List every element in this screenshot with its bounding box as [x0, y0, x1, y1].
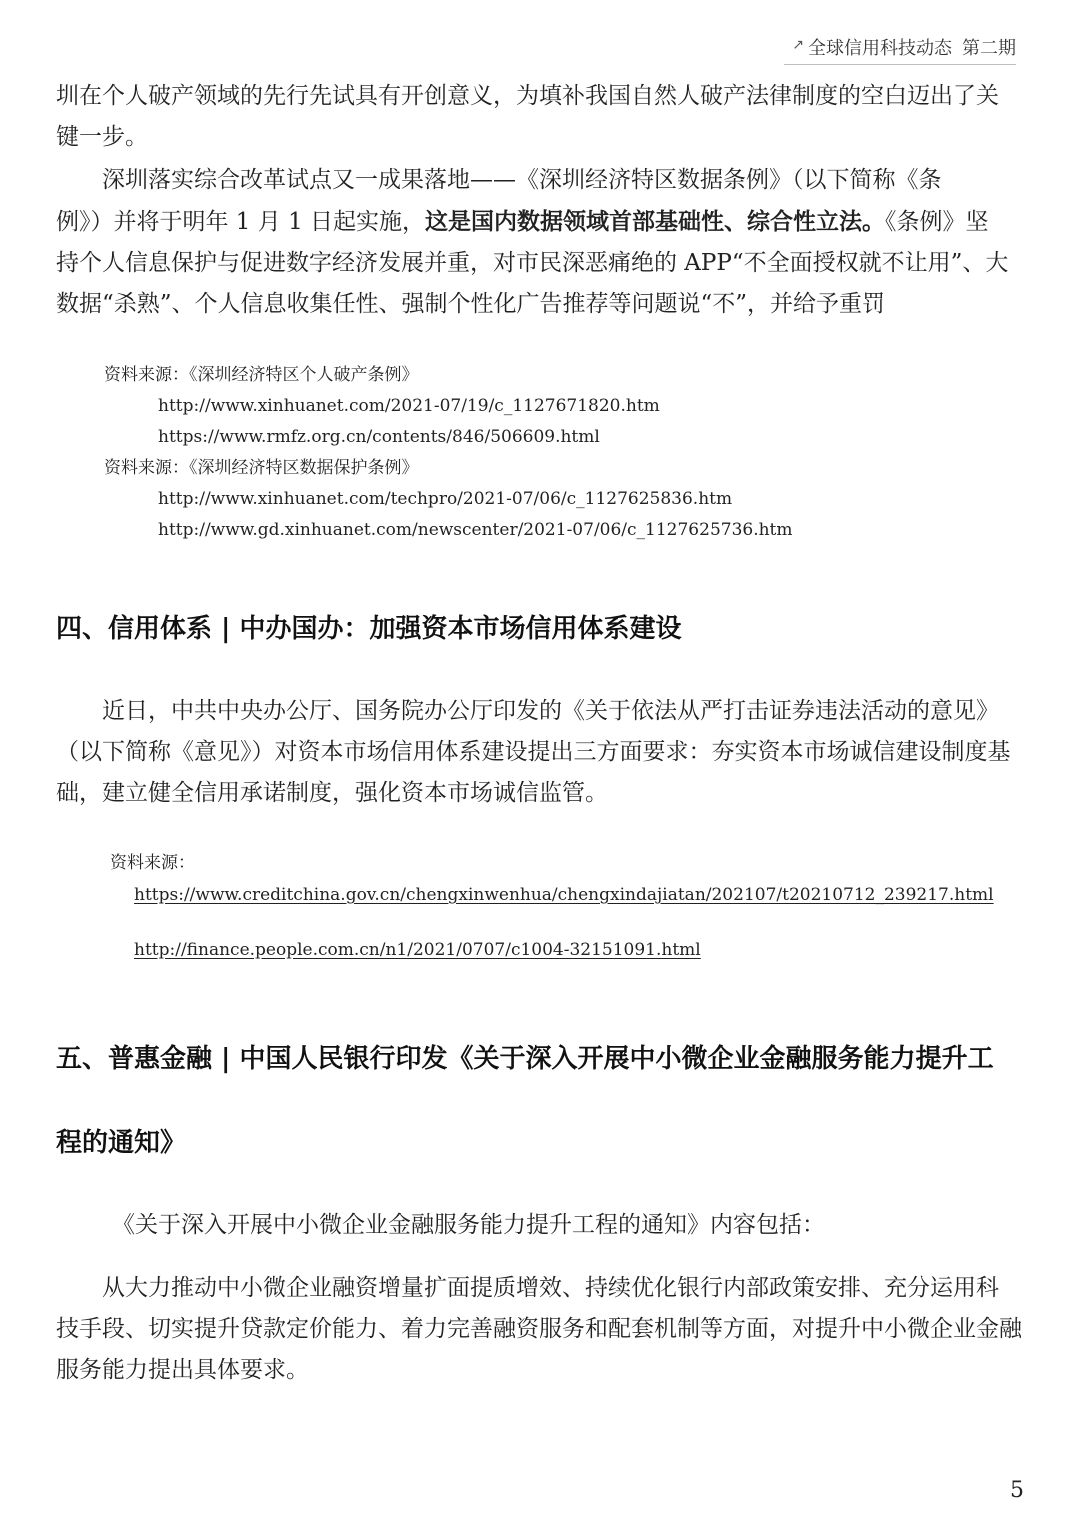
paragraph-line: 持个人信息保护与促进数字经济发展并重，对市民深恶痛绝的 APP“不全面授权就不让用”、大	[56, 250, 1009, 276]
source-label: 资料来源：	[110, 853, 195, 873]
source-url[interactable]: http://www.xinhuanet.com/techpro/2021-07/06/c_1127625836.htm	[158, 489, 733, 509]
paragraph-line: 础，建立健全信用承诺制度，强化资本市场诚信监管。	[56, 780, 608, 806]
paragraph-line: 近日，中共中央办公厅、国务院办公厅印发的《关于依法从严打击证券违法活动的意见》	[102, 698, 999, 724]
paragraph-line: （以下简称《意见》）对资本市场信用体系建设提出三方面要求：夯实资本市场诚信建设制度基	[56, 739, 1011, 765]
paragraph-line: 技手段、切实提升贷款定价能力、着力完善融资服务和配套机制等方面，对提升中小微企业金融	[56, 1316, 1022, 1342]
arrow-up-right-icon: ↗	[792, 37, 804, 53]
paragraph-shenzhen-bankruptcy	[56, 76, 1026, 158]
paragraph-line: 圳在个人破产领域的先行先试具有开创意义，为填补我国自然人破产法律制度的空白迈出了关	[56, 83, 999, 109]
paragraph-line: 从大力推动中小微企业融资增量扩面提质增效、持续优化银行内部政策安排、充分运用科	[102, 1275, 999, 1301]
paragraph-notice-content	[56, 1268, 1026, 1391]
source-link-people[interactable]	[134, 935, 701, 966]
section-heading-inclusive-finance: 五、普惠金融 | 中国人民银行印发《关于深入开展中小微企业金融服务能力提升工	[56, 1044, 994, 1074]
issue-label: 第二期	[962, 38, 1016, 59]
source-url[interactable]: http://www.xinhuanet.com/2021-07/19/c_1127671820.htm	[158, 396, 660, 416]
paragraph-line: 《关于深入开展中小微企业金融服务能力提升工程的通知》内容包括：	[112, 1212, 825, 1238]
source-url[interactable]: https://www.creditchina.gov.cn/chengxinwenhua/chengxindajiatan/202107/t20210712_239217.html	[134, 885, 994, 905]
text-segment: 例》）并将于明年 1 月 1 日起实施，	[56, 209, 426, 235]
paragraph-notice-intro	[56, 1205, 1026, 1246]
page-number: 5	[1010, 1478, 1024, 1503]
paragraph-line: 键一步。	[56, 124, 148, 150]
source-label: 资料来源：《深圳经济特区个人破产条例》	[104, 365, 419, 385]
page-header	[784, 30, 1016, 65]
source-url[interactable]: http://www.gd.xinhuanet.com/newscenter/2021-07/06/c_1127625736.htm	[158, 520, 793, 540]
paragraph-line: 数据“杀熟”、个人信息收集任性、强制个性化广告推荐等问题说“不”，并给予重罚	[56, 291, 886, 317]
bold-highlight: 这是国内数据领域首部基础性、综合性立法。	[425, 208, 886, 235]
source-url[interactable]: https://www.rmfz.org.cn/contents/846/506609.html	[158, 427, 600, 447]
sources-block-2	[110, 848, 195, 879]
sources-block-1	[104, 360, 793, 546]
publication-title: 全球信用科技动态	[808, 38, 952, 59]
paragraph-data-regulation	[56, 160, 1026, 325]
source-label: 资料来源：《深圳经济特区数据保护条例》	[104, 458, 419, 478]
source-url[interactable]: http://finance.people.com.cn/n1/2021/0707/c1004-32151091.html	[134, 940, 701, 960]
section-heading-inclusive-finance-cont: 程的通知》	[56, 1128, 187, 1158]
source-link-creditchina[interactable]	[134, 880, 994, 911]
text-segment: 《条例》坚	[885, 209, 989, 235]
paragraph-line: 深圳落实综合改革试点又一成果落地——《深圳经济特区数据条例》（以下简称《条	[102, 167, 942, 193]
paragraph-line	[56, 201, 1026, 243]
paragraph-line: 服务能力提出具体要求。	[56, 1357, 309, 1383]
section-heading-credit-system: 四、信用体系 | 中办国办：加强资本市场信用体系建设	[56, 614, 682, 644]
paragraph-credit-system	[56, 691, 1026, 814]
